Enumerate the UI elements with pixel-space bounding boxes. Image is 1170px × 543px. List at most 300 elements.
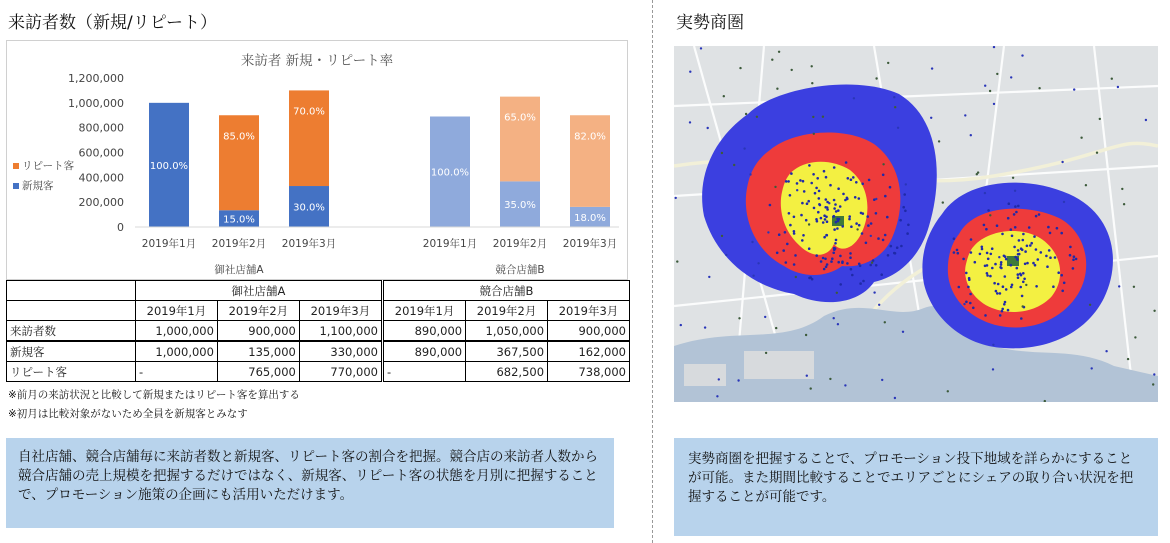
map-zone-inner-b	[965, 231, 1060, 312]
visitor-dot	[776, 88, 778, 90]
table-cell: 890,000	[382, 321, 465, 342]
visitor-dot	[825, 216, 828, 219]
visitor-dot	[811, 82, 813, 84]
visitor-dot	[1000, 261, 1003, 264]
visitor-dot	[786, 243, 789, 246]
table-cell: 1,000,000	[136, 341, 218, 362]
visitor-dot	[861, 183, 864, 186]
visitor-dot	[1014, 190, 1016, 192]
trade-area-map	[674, 46, 1158, 402]
visitor-dot	[813, 133, 815, 135]
visitor-dot	[1038, 87, 1040, 89]
visitor-dot	[930, 117, 932, 119]
visitor-dot	[1013, 213, 1016, 216]
visitor-dot	[1056, 227, 1059, 230]
table-row	[7, 362, 630, 382]
visitor-dot	[837, 187, 840, 190]
visitor-dot	[875, 77, 877, 79]
visitor-dot	[1007, 217, 1010, 220]
y-tick-label: 1,200,000	[68, 72, 124, 85]
visitor-dot	[787, 180, 790, 183]
visitor-dot	[1014, 226, 1017, 229]
visitor-dot	[1127, 358, 1129, 360]
visitor-dot	[818, 203, 821, 206]
map-canvas	[674, 46, 1158, 402]
visitor-dot	[1019, 273, 1022, 276]
visitor-dot	[1001, 233, 1004, 236]
visitor-dot	[858, 197, 861, 200]
visitor-dot	[810, 387, 812, 389]
map-pier	[744, 351, 814, 379]
visitor-dot	[767, 231, 769, 233]
visitor-dot	[1014, 205, 1017, 208]
section-divider	[652, 0, 653, 543]
legend-entry: リピート客	[22, 160, 75, 172]
visitor-dot	[852, 176, 855, 179]
visitor-dot	[984, 265, 987, 268]
visitor-dot	[1063, 201, 1065, 203]
visitor-dot	[999, 314, 1002, 317]
visitor-dot	[823, 236, 826, 239]
visitor-dot	[1022, 305, 1024, 307]
visitor-dot	[1003, 303, 1006, 306]
visitor-dot	[785, 261, 788, 264]
table-row	[7, 321, 630, 342]
visitor-dot	[789, 194, 792, 197]
visitor-dot	[815, 254, 818, 257]
visitor-dot	[823, 170, 826, 173]
visitor-dot	[796, 182, 799, 185]
visitor-dot	[1118, 285, 1120, 287]
visitor-dot	[958, 286, 961, 289]
visitor-dot	[999, 292, 1002, 295]
visitor-dot	[983, 224, 986, 227]
chart-canvas	[7, 41, 627, 279]
visitor-dot	[796, 189, 798, 191]
visitor-dot	[1047, 226, 1050, 229]
table-month-header: 2019年3月	[299, 301, 382, 321]
y-tick-label: 800,000	[78, 121, 124, 135]
visitor-dot	[839, 205, 842, 208]
visitor-dot	[853, 97, 855, 99]
visitor-dot	[899, 219, 902, 222]
visitor-dot	[816, 177, 819, 180]
visitor-dot	[829, 378, 831, 380]
visitor-dot	[893, 96, 895, 98]
visitor-dot	[795, 276, 797, 278]
visitor-dot	[957, 252, 960, 255]
visitor-dot	[1033, 235, 1036, 238]
visitor-dot	[851, 274, 854, 277]
table-cell: 1,100,000	[299, 321, 382, 342]
visitor-dot	[970, 134, 972, 136]
visitor-dot	[1080, 137, 1082, 139]
visitor-dot	[996, 292, 999, 295]
visitor-dot	[862, 280, 865, 283]
visitor-dot	[825, 234, 828, 237]
visitor-dot	[1023, 278, 1026, 281]
visitor-dot	[805, 219, 808, 222]
visitor-dot	[1035, 248, 1038, 251]
visitor-dot	[969, 302, 972, 305]
group-label: 競合店舗B	[495, 264, 545, 276]
visitor-dot	[986, 272, 989, 275]
visitor-dot	[808, 164, 811, 167]
note-line: ※前月の来訪状況と比較して新規またはリピート客を算出する	[8, 389, 300, 401]
visitor-dot	[837, 220, 840, 223]
visitor-dot	[835, 239, 838, 242]
visitor-dot	[743, 147, 745, 149]
visitor-dot	[882, 174, 885, 177]
visitor-dot	[870, 222, 873, 225]
table-month-header: 2019年1月	[136, 301, 218, 321]
visitor-dot	[828, 202, 830, 204]
visitor-dot	[985, 228, 988, 231]
visitor-dot	[972, 307, 975, 310]
visitor-dot	[721, 235, 723, 237]
visitor-dot	[824, 218, 827, 221]
visitor-dot	[884, 321, 886, 323]
visitor-dot	[1063, 282, 1066, 285]
visitor-dot	[897, 127, 899, 129]
visitor-dot	[1013, 246, 1016, 249]
visitor-dot	[845, 161, 848, 164]
visitor-dot	[1007, 309, 1010, 312]
visitor-dot	[894, 106, 896, 108]
bar-repeat	[289, 90, 329, 186]
visitor-dot	[1038, 213, 1041, 216]
visitor-dot	[771, 59, 773, 61]
visitor-dot	[700, 47, 702, 49]
visitor-dot	[962, 258, 965, 261]
visitor-dot	[788, 212, 791, 215]
table-cell: 900,000	[548, 321, 630, 342]
visitor-dot	[991, 267, 994, 270]
visitor-dot	[1011, 235, 1014, 238]
table-group-header-b: 競合店舗B	[382, 281, 629, 301]
group-label: 御社店舗A	[214, 264, 264, 276]
visitor-dot	[1096, 152, 1098, 154]
row-label: リピート客	[7, 362, 136, 382]
visitor-dot	[820, 260, 823, 263]
visitor-dot	[756, 116, 758, 118]
visitor-dot	[1025, 284, 1027, 286]
visitor-dot	[1016, 267, 1019, 270]
visitor-dot	[967, 286, 970, 289]
visitor-dot	[769, 204, 772, 207]
row-label: 新規客	[7, 341, 136, 362]
visitor-dot	[1022, 272, 1025, 275]
visitor-dot	[1045, 255, 1048, 258]
visitor-dot	[708, 276, 710, 278]
visitor-dot	[889, 186, 892, 189]
visitor-dot	[884, 234, 887, 237]
visitor-dot	[906, 232, 909, 235]
visitor-dot	[812, 173, 815, 176]
visitor-dot	[737, 379, 739, 381]
visitor-dot	[947, 390, 949, 392]
y-tick-label: 1,000,000	[68, 96, 124, 110]
visitor-dot	[953, 237, 956, 240]
y-tick-label: 600,000	[78, 146, 124, 160]
x-tick-label: 2019年1月	[422, 238, 478, 250]
visitor-dot	[806, 375, 808, 377]
visitor-dot	[1022, 281, 1025, 284]
visitor-dot	[826, 220, 829, 223]
visitor-dot	[882, 239, 885, 242]
data-label-new: 15.0%	[223, 214, 255, 226]
visitor-dot	[1035, 285, 1038, 288]
visitor-dot	[1069, 246, 1072, 249]
visitor-dot	[1022, 239, 1025, 242]
visitor-dot	[774, 186, 776, 188]
visitor-dot	[970, 251, 973, 254]
visitor-dot	[1010, 264, 1013, 267]
visitor-dot	[1022, 233, 1025, 236]
visitor-dot	[832, 252, 835, 255]
table-cell: 890,000	[382, 341, 465, 362]
visitor-dot	[984, 192, 986, 194]
visitor-dot	[938, 140, 940, 142]
visitor-dot	[808, 247, 811, 250]
visitor-dot	[833, 317, 835, 319]
visitor-dot	[842, 193, 845, 196]
visitor-dot	[968, 278, 971, 281]
table-cell: 682,500	[466, 362, 548, 382]
legend-swatch	[13, 183, 19, 189]
visitor-dot	[834, 203, 837, 206]
map-pier	[684, 364, 726, 386]
visitor-dot	[833, 207, 836, 210]
visitor-dot	[870, 235, 872, 237]
table-cell: 135,000	[217, 341, 299, 362]
x-tick-label: 2019年3月	[562, 238, 618, 250]
visitor-dot	[1117, 86, 1119, 88]
visitor-dot	[953, 251, 956, 254]
visitor-dot	[794, 254, 797, 257]
visitor-dot	[815, 187, 818, 190]
visitor-dot	[1069, 254, 1072, 257]
visitor-dot	[1057, 271, 1060, 274]
visitor-table	[6, 280, 630, 382]
visitor-dot	[848, 215, 851, 218]
visitor-dot	[987, 209, 990, 212]
visitor-dot	[775, 327, 777, 329]
visitor-dot	[1073, 88, 1075, 90]
visitor-dot	[1000, 263, 1003, 266]
visitor-dot	[858, 263, 861, 266]
visitor-dot	[836, 227, 839, 230]
visitor-dot	[810, 182, 813, 185]
visitor-dot	[1017, 205, 1020, 208]
visitor-dot	[989, 90, 991, 92]
visitor-dot	[800, 214, 803, 217]
visitor-dot	[1005, 258, 1008, 261]
visitor-dot	[793, 263, 796, 266]
visitor-dot	[965, 272, 968, 275]
x-tick-label: 2019年2月	[211, 238, 267, 250]
data-label-new: 100.0%	[149, 160, 189, 172]
visitor-dot	[984, 85, 986, 87]
visitor-dot	[1072, 258, 1075, 261]
visitor-dot	[1011, 284, 1014, 287]
visitor-dot	[1017, 276, 1020, 279]
visitor-dot	[869, 264, 872, 267]
visitor-dot	[1089, 304, 1091, 306]
visitor-dot	[848, 218, 851, 221]
visitor-dot	[1111, 78, 1113, 80]
visitor-dot	[896, 246, 899, 249]
visitor-dot	[839, 283, 842, 286]
visitor-dot	[704, 326, 706, 328]
visitor-dot	[738, 317, 740, 319]
visitor-dot	[1018, 253, 1021, 256]
visitor-dot	[984, 314, 987, 317]
visitor-dot	[820, 217, 823, 220]
visitor-dot	[847, 177, 850, 180]
x-tick-label: 2019年2月	[492, 238, 548, 250]
visitor-dot	[805, 334, 807, 336]
visitor-dot	[1052, 285, 1055, 288]
visitor-dot	[873, 291, 875, 293]
note-line: ※初月は比較対象がないため全員を新規客とみなす	[8, 408, 248, 420]
visitor-dot	[793, 230, 796, 233]
visitor-chart	[6, 40, 628, 280]
left-description-text: 自社店舗、競合店舗毎に来訪者数と新規客、リピート客の割合を把握。競合店の来訪者人数から競合店舗の売上規模を把握するだけではなく、新規客、リピート客の状態を月別に把握することで、プロモーション施策の企画にも活用いただけます。	[18, 449, 598, 503]
visitor-dot	[1026, 262, 1029, 265]
visitor-dot	[1152, 383, 1154, 385]
visitor-dot	[887, 254, 890, 257]
visitor-dot	[723, 95, 725, 97]
visitor-dot	[1017, 273, 1020, 276]
visitor-dot	[1017, 249, 1020, 252]
visitor-dot	[846, 197, 849, 200]
visitor-dot	[1024, 250, 1027, 253]
visitor-dot	[782, 249, 785, 252]
visitor-dot	[793, 232, 796, 235]
visitor-dot	[969, 293, 972, 296]
bar-repeat	[219, 115, 259, 210]
visitor-dot	[882, 163, 884, 165]
visitor-dot	[790, 172, 793, 175]
table-group-header-a: 御社店舗A	[136, 281, 383, 301]
visitor-dot	[806, 202, 809, 205]
visitor-dot	[875, 212, 878, 215]
visitor-dot	[749, 173, 751, 175]
visitor-dot	[846, 262, 849, 265]
visitor-dot	[831, 257, 834, 260]
visitor-dot	[680, 324, 682, 326]
notes	[8, 386, 300, 424]
visitor-dot	[1123, 203, 1125, 205]
visitor-dot	[721, 152, 723, 154]
visitor-dot	[802, 234, 805, 237]
visitor-dot	[822, 257, 825, 260]
visitor-dot	[839, 255, 842, 258]
visitor-dot	[998, 256, 1000, 258]
visitor-dot	[868, 179, 871, 182]
table-cell: 900,000	[217, 321, 299, 342]
visitor-dot	[823, 268, 826, 271]
visitor-dot	[854, 196, 857, 199]
data-label-repeat: 85.0%	[223, 131, 255, 143]
visitor-dot	[1037, 258, 1040, 261]
visitor-dot	[900, 245, 903, 248]
visitor-dot	[849, 256, 852, 259]
visitor-dot	[789, 224, 792, 227]
visitor-dot	[1004, 275, 1007, 278]
visitor-dot	[905, 183, 907, 185]
visitor-dot	[991, 247, 994, 250]
visitor-dot	[862, 212, 865, 215]
visitor-dot	[931, 67, 933, 69]
visitor-dot	[833, 199, 836, 202]
visitor-dot	[1005, 288, 1008, 291]
visitor-dot	[1004, 301, 1007, 304]
visitor-dot	[878, 304, 880, 306]
bar-repeat	[500, 97, 540, 182]
visitor-dot	[887, 62, 889, 64]
table-cell: -	[382, 362, 465, 382]
visitor-dot	[812, 116, 814, 118]
visitor-dot	[902, 331, 904, 333]
visitor-dot	[1145, 119, 1147, 121]
visitor-dot	[974, 261, 977, 264]
visitor-dot	[1072, 267, 1075, 270]
visitor-dot	[807, 200, 810, 203]
visitor-dot	[1002, 285, 1005, 288]
visitor-dot	[803, 190, 806, 193]
visitor-dot	[981, 246, 984, 249]
visitor-dot	[809, 276, 812, 279]
chart-title: 来訪者 新規・リピート率	[240, 53, 394, 69]
data-label-repeat: 70.0%	[293, 106, 325, 118]
left-description-box	[6, 438, 614, 528]
visitor-dot	[834, 242, 837, 245]
visitor-dot	[1049, 232, 1052, 235]
visitor-dot	[996, 224, 999, 227]
visitor-dot	[1003, 255, 1006, 258]
visitor-dot	[825, 176, 828, 179]
visitor-dot	[964, 114, 966, 116]
visitor-dot	[859, 282, 862, 285]
visitor-dot	[764, 316, 766, 318]
visitor-dot	[1026, 245, 1029, 248]
table-cell: 738,000	[548, 362, 630, 382]
visitor-dot	[1018, 239, 1021, 242]
visitor-dot	[716, 395, 718, 397]
visitor-dot	[801, 239, 804, 242]
visitor-dot	[1040, 251, 1043, 254]
visitor-dot	[1035, 215, 1038, 218]
visitor-dot	[849, 252, 852, 255]
visitor-dot	[689, 71, 691, 73]
table-month-header: 2019年2月	[466, 301, 548, 321]
visitor-dot	[778, 51, 780, 53]
table-cell: 770,000	[299, 362, 382, 382]
visitor-dot	[1019, 286, 1022, 289]
visitor-dot	[907, 224, 910, 227]
row-label: 来訪者数	[7, 321, 136, 342]
visitor-dot	[718, 378, 720, 380]
visitor-dot	[881, 379, 883, 381]
y-tick-label: 400,000	[78, 171, 124, 185]
bar-repeat	[570, 115, 610, 207]
visitor-dot	[1054, 256, 1057, 259]
visitor-dot	[752, 275, 754, 277]
visitor-dot	[1153, 310, 1155, 312]
visitor-dot	[981, 248, 984, 251]
